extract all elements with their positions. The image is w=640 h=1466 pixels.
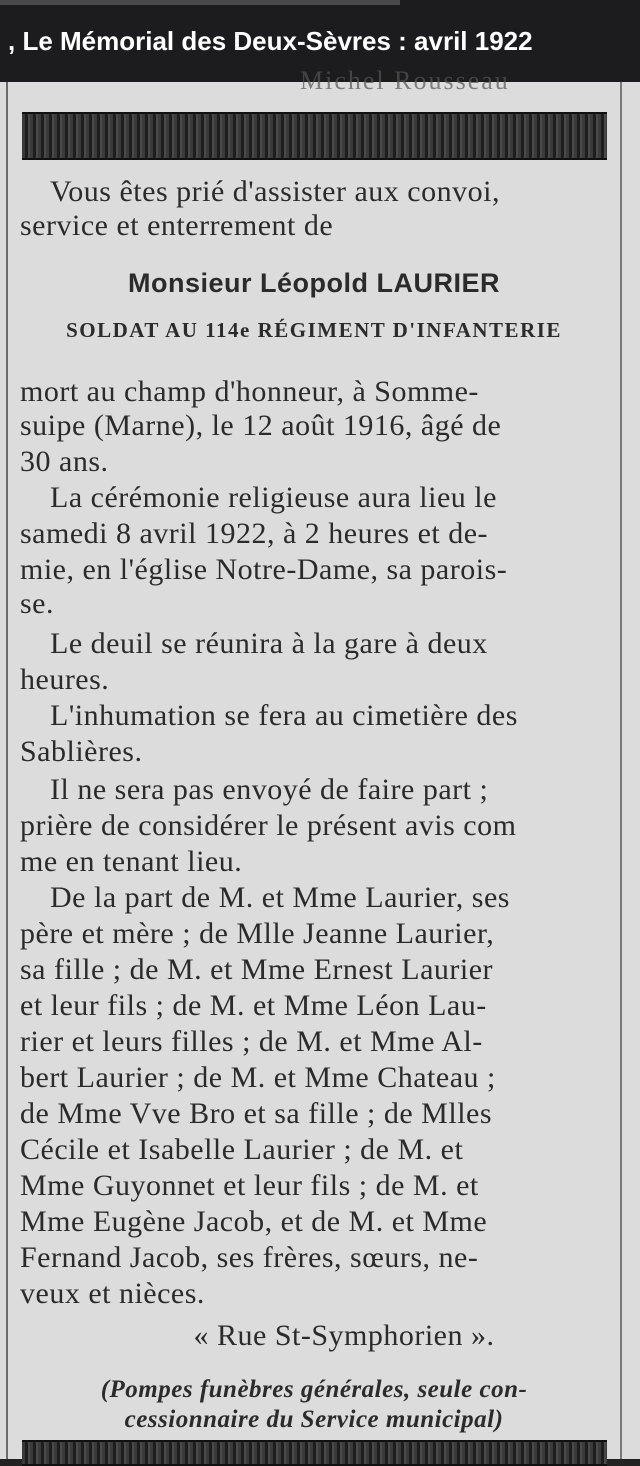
body-line: mie, en l'église Notre-Dame, sa parois-: [20, 553, 508, 586]
footer-line: cessionnaire du Service municipal): [124, 1406, 504, 1433]
body-line: samedi 8 avril 1922, à 2 heures et de-: [20, 517, 489, 550]
body-line: veux et nièces.: [20, 1277, 205, 1310]
body-line: Sablières.: [20, 735, 143, 768]
newspaper-clipping: [0, 66, 640, 1459]
footer-line: (Pompes funèbres générales, seule con-: [100, 1376, 528, 1403]
mourning-band-bottom: [22, 1440, 607, 1466]
body-line: sa fille ; de M. et Mme Ernest Laurier: [20, 953, 494, 986]
body-line: L'inhumation se fera au cimetière des: [50, 699, 518, 732]
column-rule-left: [6, 82, 8, 1459]
column-rule-right: [620, 82, 622, 1459]
regiment-line: SOLDAT AU 114e RÉGIMENT D'INFANTERIE: [66, 318, 562, 342]
body-line: rier et leurs filles ; de M. et Mme Al-: [20, 1025, 483, 1058]
body-line: père et mère ; de Mlle Jeanne Laurier,: [20, 917, 495, 950]
mourning-band-top: [22, 112, 607, 160]
body-line: suipe (Marne), le 12 août 1916, âgé de: [20, 409, 502, 442]
body-line: de Mme Vve Bro et sa fille ; de Mlles: [20, 1097, 493, 1130]
body-line: mort au champ d'honneur, à Somme-: [20, 375, 479, 408]
body-line: Fernand Jacob, ses frères, sœurs, ne-: [20, 1241, 479, 1274]
body-line: bert Laurier ; de M. et Mme Chateau ;: [20, 1061, 496, 1094]
caption-title: , Le Mémorial des Deux-Sèvres : avril 1922: [8, 26, 533, 56]
address-line: « Rue St-Symphorien ».: [193, 1319, 495, 1352]
body-line: La cérémonie religieuse aura lieu le: [50, 481, 497, 514]
body-line: prière de considérer le présent avis com: [20, 809, 517, 842]
intro-line: service et enterrement de: [20, 209, 334, 242]
body-line: Le deuil se réunira à la gare à deux: [50, 627, 488, 660]
body-line: heures.: [20, 663, 110, 696]
body-line: et leur fils ; de M. et Mme Léon Lau-: [20, 989, 487, 1022]
body-line: se.: [20, 587, 54, 620]
cropped-previous-article: Michel Rousseau: [300, 66, 510, 95]
body-line: Mme Guyonnet et leur fils ; de M. et: [20, 1169, 479, 1202]
body-line: Il ne sera pas envoyé de faire part ;: [50, 773, 489, 806]
body-line: Mme Eugène Jacob, et de M. et Mme: [20, 1205, 488, 1238]
deceased-name: Monsieur Léopold LAURIER: [128, 268, 500, 298]
body-line: Cécile et Isabelle Laurier ; de M. et: [20, 1133, 464, 1166]
body-line: me en tenant lieu.: [20, 845, 243, 878]
body-line: De la part de M. et Mme Laurier, ses: [50, 881, 510, 914]
intro-line: Vous êtes prié d'assister aux convoi,: [50, 175, 500, 208]
caption-bar-accent: [0, 0, 400, 5]
body-line: 30 ans.: [20, 445, 109, 478]
